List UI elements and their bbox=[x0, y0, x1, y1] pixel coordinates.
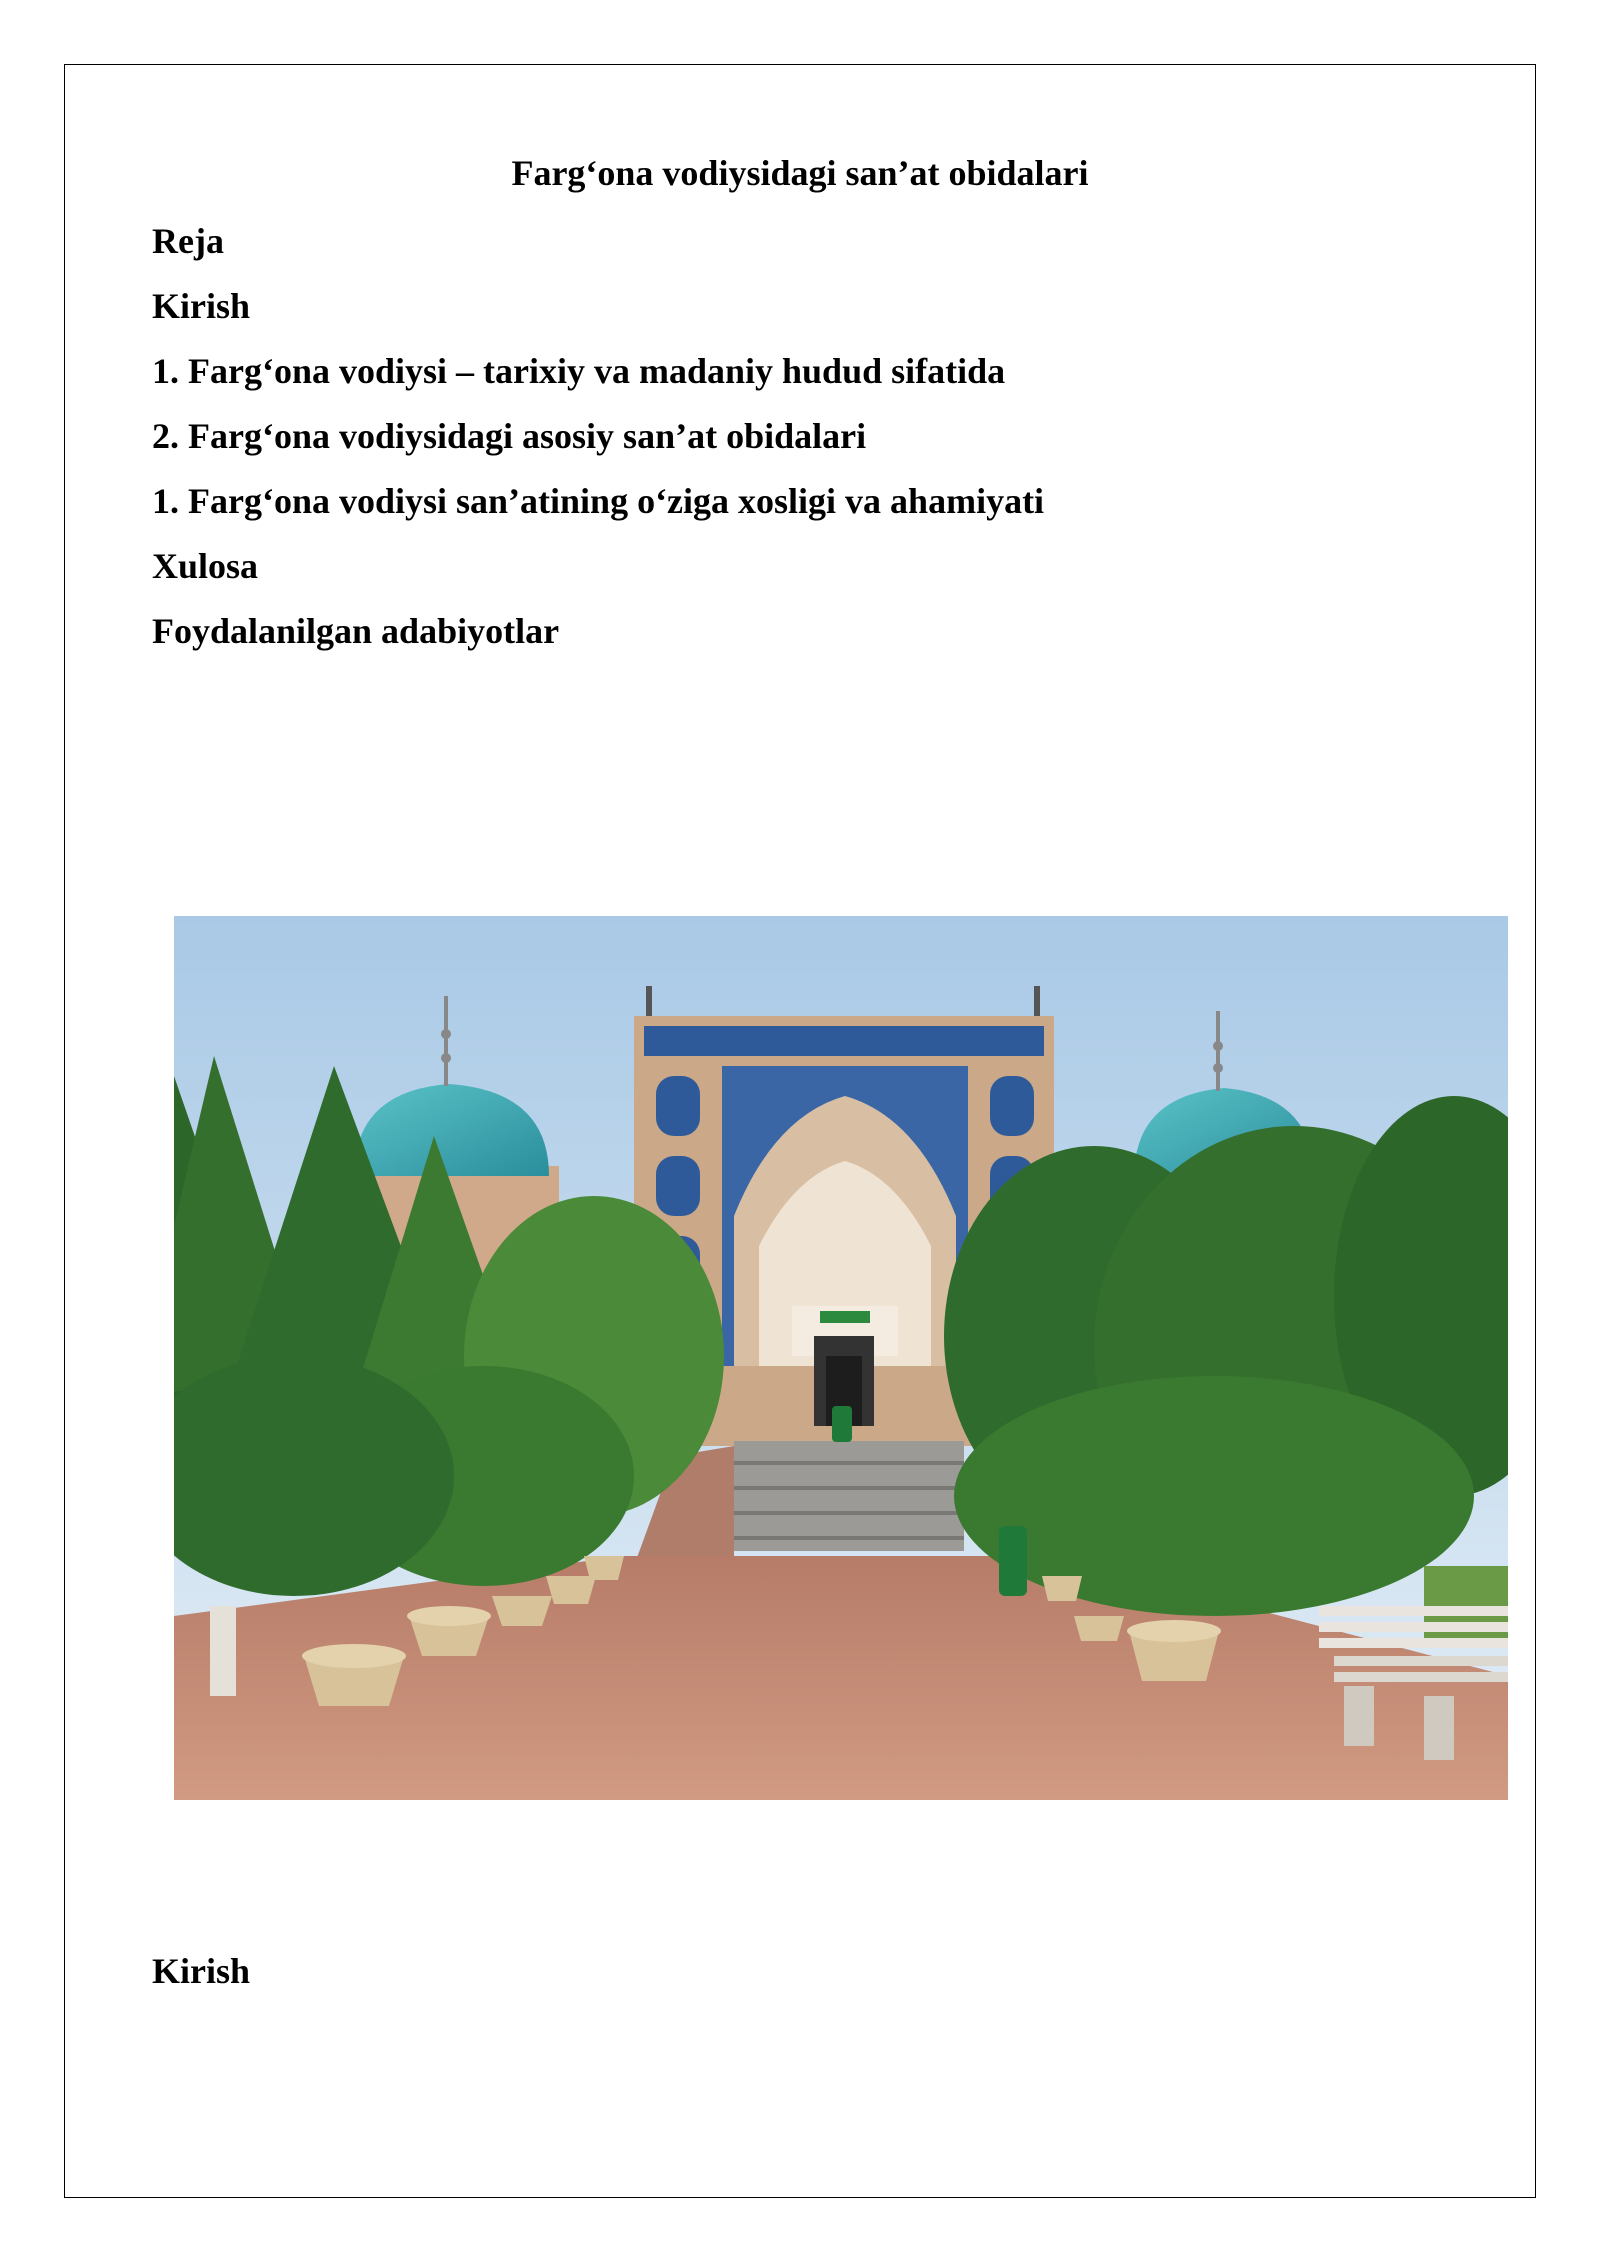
madrasa-illustration bbox=[174, 916, 1508, 1800]
green-bin bbox=[832, 1406, 852, 1442]
plan-list bbox=[152, 216, 1044, 671]
plan-item: Kirish bbox=[152, 286, 251, 326]
section-heading: Kirish bbox=[152, 1951, 251, 1991]
madrasa-photo bbox=[174, 916, 1508, 1800]
plan-item: 1. Farg‘ona vodiysi – tarixiy va madaniy hudud sifatida bbox=[152, 351, 1006, 391]
plan-item: Foydalanilgan adabiyotlar bbox=[152, 611, 560, 651]
right-trees bbox=[944, 1096, 1508, 1646]
plan-heading: Reja bbox=[152, 221, 224, 261]
plan-item: Xulosa bbox=[152, 546, 259, 586]
green-bin bbox=[999, 1526, 1027, 1596]
document-title: Farg‘ona vodiysidagi san’at obidalari bbox=[511, 153, 1089, 193]
plan-item: 1. Farg‘ona vodiysi san’atining o‘ziga xosligi va ahamiyati bbox=[152, 481, 1045, 521]
plan-item: 2. Farg‘ona vodiysidagi asosiy san’at obidalari bbox=[152, 416, 867, 456]
